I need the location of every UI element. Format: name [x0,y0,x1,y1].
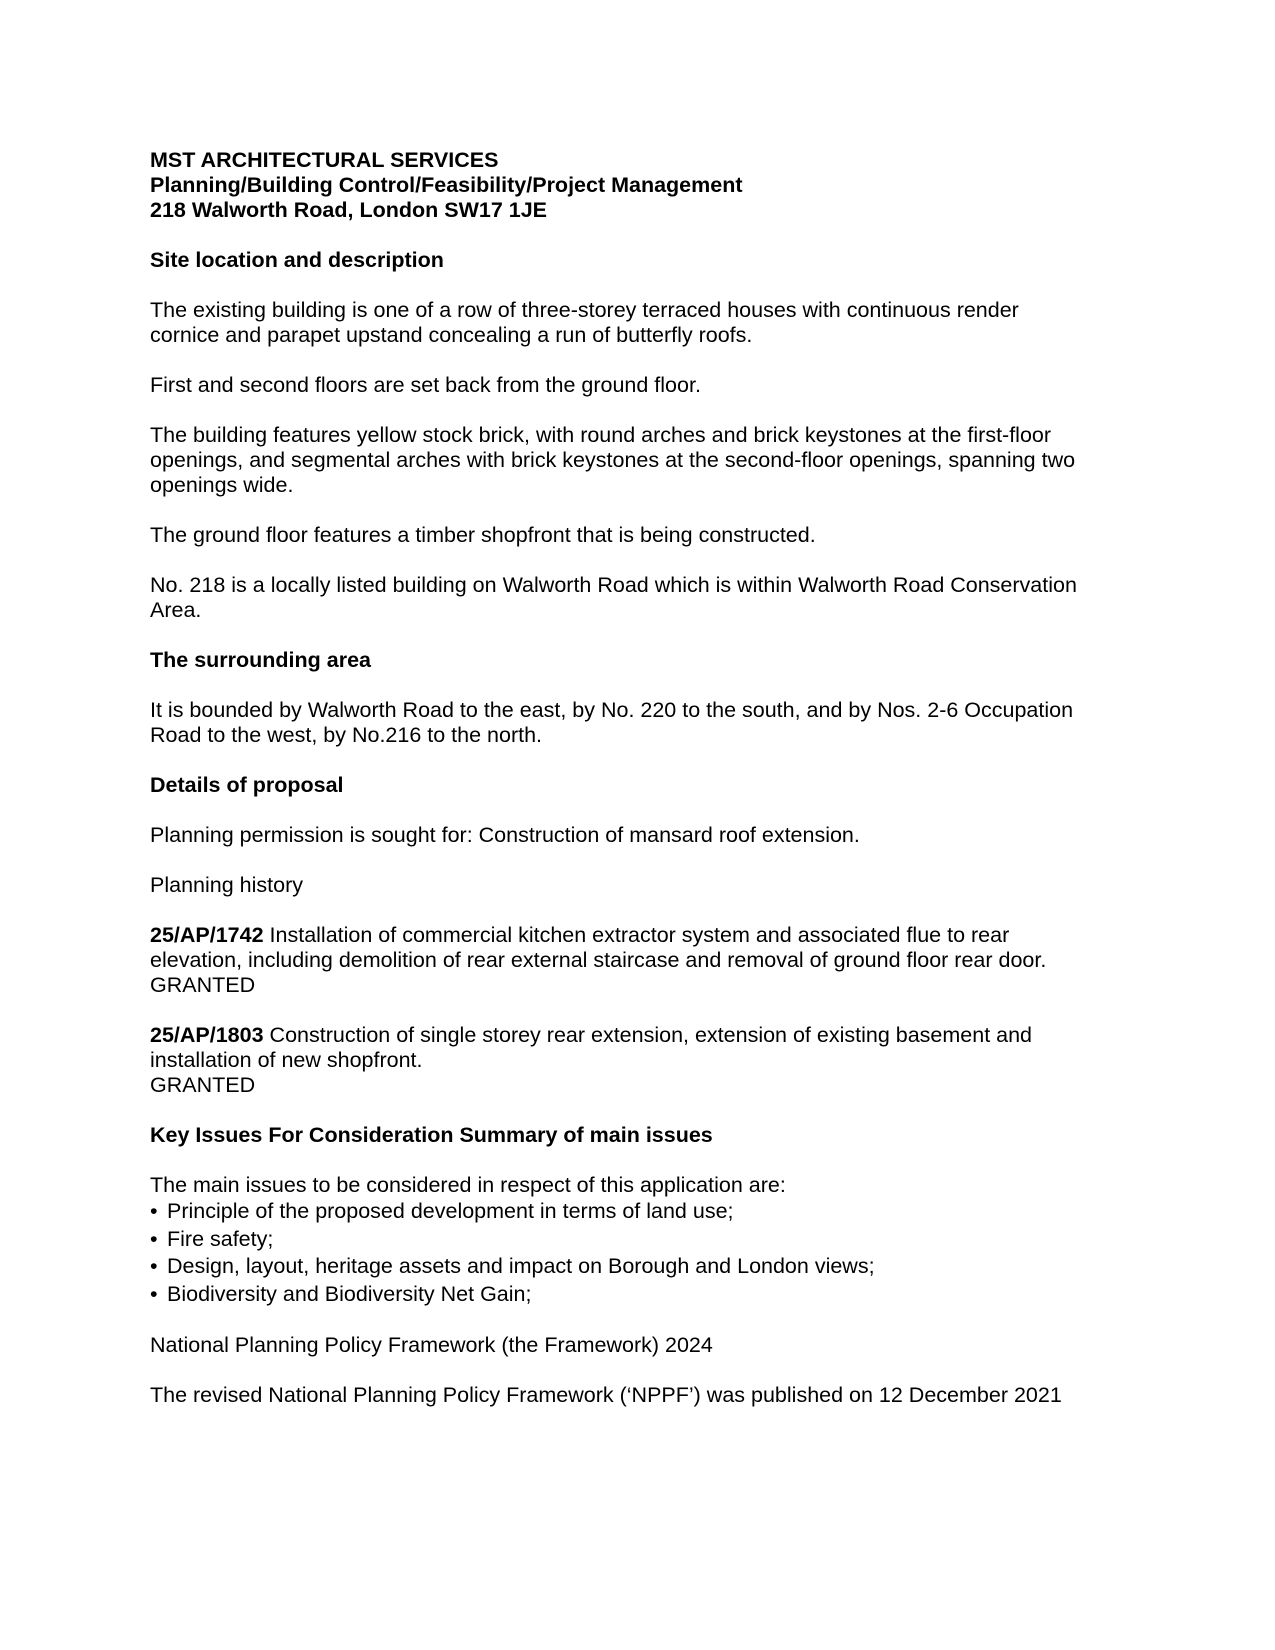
list-item [150,1253,1150,1281]
site-paragraph-2: First and second floors are set back from the ground floor. [150,373,701,397]
site-paragraph-4: The ground floor features a timber shopfront that is being constructed. [150,523,816,547]
text-line: The existing building is one of a row of three-storey terraced houses with continuous render [150,298,1019,322]
history-reference: 25/AP/1742 [150,923,264,947]
text-line: openings wide. [150,473,294,497]
text-line: installation of new shopfront. [150,1048,423,1072]
text-line: Area. [150,598,202,622]
proposal-heading: Details of proposal [150,773,344,797]
site-paragraph-1 [150,298,1150,348]
list-item [150,1226,1150,1254]
bullet-icon: • [150,1199,158,1223]
proposal-paragraph: Planning permission is sought for: Construction of mansard roof extension. [150,823,860,847]
history-entry-line [150,1023,1150,1048]
site-paragraph-5 [150,573,1150,623]
history-status: GRANTED [150,1073,256,1097]
list-item-text: Biodiversity and Biodiversity Net Gain; [167,1281,532,1306]
key-issues-heading: Key Issues For Consideration Summary of main issues [150,1123,713,1147]
text-line: Road to the west, by No.216 to the north. [150,723,543,747]
history-description: Installation of commercial kitchen extractor system and associated flue to rear [263,923,1010,947]
bullet-icon: • [150,1226,158,1251]
history-entry-line [150,923,1150,948]
document-page [150,148,1150,1408]
history-entry [150,923,1150,998]
key-issues-list [150,1198,1150,1308]
list-item [150,1198,1150,1226]
text-line: The building features yellow stock brick, with round arches and brick keystones at the first-floor [150,423,1052,447]
site-paragraph-3 [150,423,1150,498]
framework-title: National Planning Policy Framework (the Framework) 2024 [150,1333,713,1357]
history-entry [150,1023,1150,1098]
list-item [150,1281,1150,1309]
company-address: 218 Walworth Road, London SW17 1JE [150,198,548,222]
planning-history-label: Planning history [150,873,303,897]
list-item-text: Design, layout, heritage assets and impact on Borough and London views; [167,1254,875,1278]
history-reference: 25/AP/1803 [150,1023,264,1047]
text-line: cornice and parapet upstand concealing a run of butterfly roofs. [150,323,753,347]
list-item-text: Fire safety; [167,1226,274,1251]
bullet-icon: • [150,1281,158,1306]
framework-paragraph: The revised National Planning Policy Framework (‘NPPF’) was published on 12 December 2021 [150,1383,1062,1407]
list-item-text: Principle of the proposed development in terms of land use; [167,1199,734,1223]
history-status: GRANTED [150,973,256,997]
history-description: Construction of single storey rear extension, extension of existing basement and [263,1023,1033,1047]
text-line: It is bounded by Walworth Road to the east, by No. 220 to the south, and by Nos. 2-6 Occupation [150,698,1074,722]
surrounding-area-heading: The surrounding area [150,648,372,672]
text-line: No. 218 is a locally listed building on Walworth Road which is within Walworth Road Conservation [150,573,1077,597]
bullet-icon: • [150,1254,158,1278]
company-services: Planning/Building Control/Feasibility/Project Management [150,173,743,197]
surrounding-area-paragraph [150,698,1150,748]
text-line: openings, and segmental arches with brick keystones at the second-floor openings, spanning two [150,448,1076,472]
company-name: MST ARCHITECTURAL SERVICES [150,148,499,172]
text-line: elevation, including demolition of rear external staircase and removal of ground floor rear door. [150,948,1047,972]
site-location-heading: Site location and description [150,248,444,272]
key-issues-intro: The main issues to be considered in respect of this application are: [150,1173,786,1197]
